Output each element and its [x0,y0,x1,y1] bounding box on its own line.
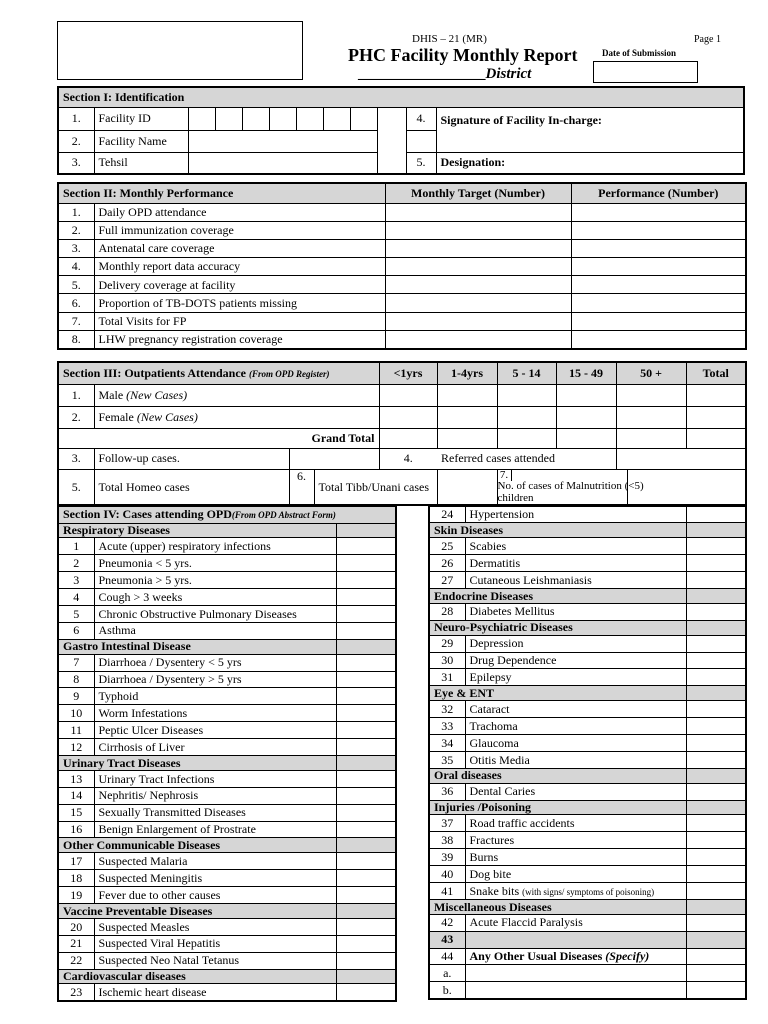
followup-label: Follow-up cases. [94,448,289,469]
section-opd-cases-right [428,505,747,1000]
male-cell[interactable] [616,384,686,406]
cases-count-cell[interactable] [686,931,746,948]
cases-count-cell[interactable] [336,589,396,606]
performance-cell[interactable] [571,239,746,257]
referred-label: Referred cases attended [437,448,616,469]
disease-label: Cirrhosis of Liver [94,739,336,756]
target-cell[interactable] [385,221,571,239]
indicator-label: Monthly report data accuracy [94,258,385,276]
performance-cell[interactable] [571,276,746,294]
disease-num: 4 [58,589,94,606]
disease-num: 43 [429,931,465,948]
facility-id-digit[interactable] [296,107,323,130]
disease-num: 38 [429,832,465,849]
female-cell[interactable] [379,406,437,428]
target-cell[interactable] [385,276,571,294]
row-num: 5. [58,276,94,294]
disease-label: Cough > 3 weeks [94,589,336,606]
target-cell[interactable] [385,203,571,221]
disease-num: 34 [429,734,465,751]
row-num: 1. [58,384,94,406]
target-cell[interactable] [385,294,571,312]
grand-total-cell[interactable] [616,428,686,448]
tibb-label: Total Tibb/Unani cases [314,469,437,505]
disease-label: Benign Enlargement of Prostrate [94,821,336,838]
disease-num: 14 [58,787,94,804]
disease-num: 41 [429,882,465,899]
disease-category: Endocrine Diseases [429,588,686,603]
disease-label: Worm Infestations [94,705,336,722]
date-of-submission-label: Date of Submission [602,48,677,58]
row-num: 6. [58,294,94,312]
cases-count-cell[interactable] [686,815,746,832]
disease-label: Suspected Viral Hepatitis [94,935,336,952]
grand-total-label: Grand Total [58,428,379,448]
disease-label [465,931,686,948]
disease-label: Chronic Obstructive Pulmonary Diseases [94,605,336,622]
disease-category: Miscellaneous Diseases [429,899,686,914]
disease-label: Suspected Measles [94,918,336,935]
grand-total-cell[interactable] [379,428,437,448]
section-identification [57,86,745,175]
row-num: 6. [289,469,314,505]
male-cell[interactable] [437,384,497,406]
disease-num: 42 [429,914,465,931]
malnutrition-label: 7. No. of cases of Malnutrition (<5) children [497,468,644,504]
cases-count-cell[interactable] [336,739,396,756]
female-cell[interactable] [686,406,746,428]
tibb-field[interactable] [437,469,497,505]
female-cell[interactable] [437,406,497,428]
disease-category: Neuro-Psychiatric Diseases [429,620,686,635]
disease-label: Hypertension [465,506,686,523]
cases-count-cell[interactable] [336,722,396,739]
disease-label: Burns [465,849,686,866]
section1-title: Section I: Identification [58,87,744,107]
age-col-header: <1yrs [379,362,437,384]
disease-label: Diarrhoea / Dysentery > 5 yrs [94,671,336,688]
page-title: PHC Facility Monthly Report [348,45,578,65]
date-of-submission-field[interactable] [593,61,698,83]
facility-id-digit[interactable] [242,107,269,130]
female-label: Female (New Cases) [94,406,379,428]
homeo-label: Total Homeo cases [94,469,289,505]
target-cell[interactable] [385,239,571,257]
disease-category: Urinary Tract Diseases [58,755,336,770]
disease-label: Suspected Meningitis [94,870,336,887]
row-num: 2. [58,221,94,239]
signature-label[interactable]: Signature of Facility In-charge: [436,107,744,152]
cases-count-cell[interactable] [336,952,396,969]
disease-label: Dog bite [465,866,686,883]
disease-label: Pneumonia > 5 yrs. [94,572,336,589]
disease-num: 27 [429,572,465,589]
disease-category: Gastro Intestinal Disease [58,639,336,654]
age-col-header: 15 - 49 [556,362,616,384]
indicator-label: Total Visits for FP [94,312,385,330]
cases-count-cell[interactable] [686,506,746,523]
row-num: 7. [58,312,94,330]
cases-count-cell[interactable] [686,783,746,800]
cases-count-cell[interactable] [336,605,396,622]
performance-cell[interactable] [571,203,746,221]
facility-id-digit[interactable] [188,107,215,130]
disease-label: Trachoma [465,718,686,735]
cases-count-cell[interactable] [686,669,746,686]
facility-id-label: Facility ID [94,107,188,130]
disease-num: 11 [58,722,94,739]
disease-num: 26 [429,555,465,572]
disease-num: b. [429,982,465,999]
disease-num: 10 [58,705,94,722]
row-num: 4. [406,107,436,130]
section2-title: Section II: Monthly Performance [58,183,385,203]
disease-label [465,965,686,982]
disease-label: Ischemic heart disease [94,984,336,1001]
disease-label: Dermatitis [465,555,686,572]
target-cell[interactable] [385,330,571,348]
facility-name-field[interactable] [188,130,377,152]
cases-count-cell[interactable] [686,718,746,735]
facility-id-digit[interactable] [323,107,350,130]
disease-label: Road traffic accidents [465,815,686,832]
designation-label[interactable]: Designation: [436,152,744,174]
cases-count-cell[interactable] [336,688,396,705]
row-num: 8. [58,330,94,348]
disease-num: 3 [58,572,94,589]
disease-num: 30 [429,652,465,669]
disease-num: 40 [429,866,465,883]
male-cell[interactable] [497,384,556,406]
disease-num: 2 [58,555,94,572]
section3-title-text: Section III: Outpatients Attendance [63,365,247,380]
disease-num: 13 [58,770,94,787]
male-cell[interactable] [556,384,616,406]
row-num: 3. [58,448,94,469]
followup-field[interactable] [289,448,379,469]
cases-count-cell[interactable] [336,787,396,804]
facility-id-digit[interactable] [215,107,242,130]
disease-num: 9 [58,688,94,705]
disease-num: 23 [58,984,94,1001]
cases-count-cell[interactable] [686,965,746,982]
performance-header: Performance (Number) [571,183,746,203]
performance-cell[interactable] [571,312,746,330]
age-col-header: 1-4yrs [437,362,497,384]
facility-id-digit[interactable] [350,107,377,130]
district-blank[interactable]: _________________ [358,66,486,82]
disease-label: Nephritis/ Nephrosis [94,787,336,804]
cases-count-cell[interactable] [686,882,746,899]
disease-label: Cataract [465,701,686,718]
district-label: District [485,66,532,82]
disease-label: Diabetes Mellitus [465,603,686,620]
cases-count-cell[interactable] [336,705,396,722]
age-col-header: 50 + [616,362,686,384]
disease-label: Snake bits (with signs/ symptoms of poisoning) [465,882,686,899]
page-number: Page 1 [694,34,721,45]
disease-num: 6 [58,622,94,639]
cases-count-cell[interactable] [686,635,746,652]
performance-cell[interactable] [571,330,746,348]
cases-count-cell[interactable] [686,538,746,555]
cases-count-cell[interactable] [686,734,746,751]
section3-title [58,362,379,384]
disease-label: Suspected Neo Natal Tetanus [94,952,336,969]
row-num: 2. [58,130,94,152]
disease-label: Fever due to other causes [94,887,336,904]
cases-count-cell[interactable] [336,918,396,935]
cases-count-cell[interactable] [686,572,746,589]
cases-count-cell[interactable] [686,948,746,965]
disease-label: Dental Caries [465,783,686,800]
disease-label: Typhoid [94,688,336,705]
row-num: 1. [58,107,94,130]
female-cell[interactable] [616,406,686,428]
age-col-header: 5 - 14 [497,362,556,384]
disease-num: 24 [429,506,465,523]
row-num: 4. [58,258,94,276]
cases-count-cell[interactable] [686,555,746,572]
indicator-label: Proportion of TB-DOTS patients missing [94,294,385,312]
disease-category: Injuries /Poisoning [429,800,686,815]
disease-num: 28 [429,603,465,620]
cases-count-cell[interactable] [686,701,746,718]
disease-label: Acute (upper) respiratory infections [94,538,336,555]
disease-num: 36 [429,783,465,800]
male-cell[interactable] [379,384,437,406]
disease-num: 19 [58,887,94,904]
cases-count-cell[interactable] [336,853,396,870]
cases-count-cell[interactable] [686,866,746,883]
section-outpatients [57,361,747,506]
disease-label: Pneumonia < 5 yrs. [94,555,336,572]
disease-num: 1 [58,538,94,555]
disease-num: 21 [58,935,94,952]
referred-field[interactable] [616,448,746,469]
cases-count-cell[interactable] [686,914,746,931]
disease-num: 44 [429,948,465,965]
cases-count-cell[interactable] [336,555,396,572]
disease-label: Peptic Ulcer Diseases [94,722,336,739]
cases-count-cell[interactable] [336,870,396,887]
facility-id-digit[interactable] [269,107,296,130]
cases-count-cell[interactable] [686,849,746,866]
disease-num: 39 [429,849,465,866]
performance-cell[interactable] [571,258,746,276]
cases-count-cell[interactable] [336,821,396,838]
row-num: 5. [406,152,436,174]
disease-num: 35 [429,751,465,768]
form-code: DHIS – 21 (MR) [412,33,487,45]
disease-num: 25 [429,538,465,555]
disease-label: Sexually Transmitted Diseases [94,804,336,821]
cases-count-cell[interactable] [336,671,396,688]
disease-label: Otitis Media [465,751,686,768]
cases-count-cell[interactable] [686,751,746,768]
disease-num: 5 [58,605,94,622]
female-cell[interactable] [497,406,556,428]
section4-title: Section IV: Cases attending OPD(From OPD Abstract Form) [58,506,336,523]
indicator-label: Antenatal care coverage [94,239,385,257]
cases-count-cell[interactable] [336,804,396,821]
disease-label: Cutaneous Leishmaniasis [465,572,686,589]
disease-category: Oral diseases [429,768,686,783]
row-num: 3. [58,152,94,174]
tehsil-field[interactable] [188,152,377,174]
disease-num: 18 [58,870,94,887]
disease-category: Eye & ENT [429,686,686,701]
indicator-label: Daily OPD attendance [94,203,385,221]
cases-count-cell[interactable] [686,832,746,849]
disease-label: Acute Flaccid Paralysis [465,914,686,931]
disease-category: Vaccine Preventable Diseases [58,903,336,918]
disease-num: 37 [429,815,465,832]
cases-count-cell[interactable] [336,572,396,589]
cases-count-cell[interactable] [336,770,396,787]
disease-num: 31 [429,669,465,686]
disease-num: 33 [429,718,465,735]
cases-count-cell[interactable] [336,622,396,639]
performance-cell[interactable] [571,294,746,312]
disease-num: 17 [58,853,94,870]
cases-count-cell[interactable] [336,935,396,952]
total-col-header: Total [686,362,746,384]
disease-label: Any Other Usual Diseases (Specify) [465,948,686,965]
disease-num: 16 [58,821,94,838]
district-line [358,66,531,83]
disease-label: Scabies [465,538,686,555]
female-cell[interactable] [556,406,616,428]
logo-box [57,21,303,80]
target-cell[interactable] [385,258,571,276]
grand-total-cell[interactable] [686,428,746,448]
disease-label: Suspected Malaria [94,853,336,870]
indicator-label: Delivery coverage at facility [94,276,385,294]
disease-label: Asthma [94,622,336,639]
cases-count-cell[interactable] [686,652,746,669]
cases-count-cell[interactable] [686,603,746,620]
cases-count-cell[interactable] [686,982,746,999]
disease-category: Cardiovascular diseases [58,969,336,984]
disease-num: 22 [58,952,94,969]
disease-num: 32 [429,701,465,718]
disease-num: 29 [429,635,465,652]
section3-source: (From OPD Register) [249,368,330,379]
disease-num: 15 [58,804,94,821]
indicator-label: LHW pregnancy registration coverage [94,330,385,348]
disease-label: Drug Dependence [465,652,686,669]
disease-category: Skin Diseases [429,523,686,538]
disease-label: Diarrhoea / Dysentery < 5 yrs [94,654,336,671]
section-monthly-performance [57,182,747,350]
male-cell[interactable] [686,384,746,406]
disease-num: 8 [58,671,94,688]
cases-count-cell[interactable] [336,984,396,1001]
row-num: 2. [58,406,94,428]
disease-category: Other Communicable Diseases [58,838,336,853]
indicator-label: Full immunization coverage [94,221,385,239]
performance-cell[interactable] [571,221,746,239]
disease-label: Urinary Tract Infections [94,770,336,787]
tehsil-label: Tehsil [94,152,188,174]
row-num: 4. [379,448,437,469]
disease-num: 12 [58,739,94,756]
facility-name-label: Facility Name [94,130,188,152]
row-num: 5. [58,469,94,505]
disease-label: Glaucoma [465,734,686,751]
cases-count-cell[interactable] [336,654,396,671]
section-opd-cases-left [57,505,397,1002]
grand-total-cell[interactable] [556,428,616,448]
grand-total-cell[interactable] [437,428,497,448]
disease-num: a. [429,965,465,982]
disease-category: Respiratory Diseases [58,523,336,538]
monthly-target-header: Monthly Target (Number) [385,183,571,203]
disease-num: 20 [58,918,94,935]
disease-label [465,982,686,999]
row-num: 1. [58,203,94,221]
male-label: Male (New Cases) [94,384,379,406]
row-num: 3. [58,239,94,257]
cases-count-cell[interactable] [336,887,396,904]
cases-count-cell[interactable] [336,538,396,555]
grand-total-cell[interactable] [497,428,556,448]
disease-label: Depression [465,635,686,652]
disease-label: Fractures [465,832,686,849]
disease-num: 7 [58,654,94,671]
disease-label: Epilepsy [465,669,686,686]
target-cell[interactable] [385,312,571,330]
